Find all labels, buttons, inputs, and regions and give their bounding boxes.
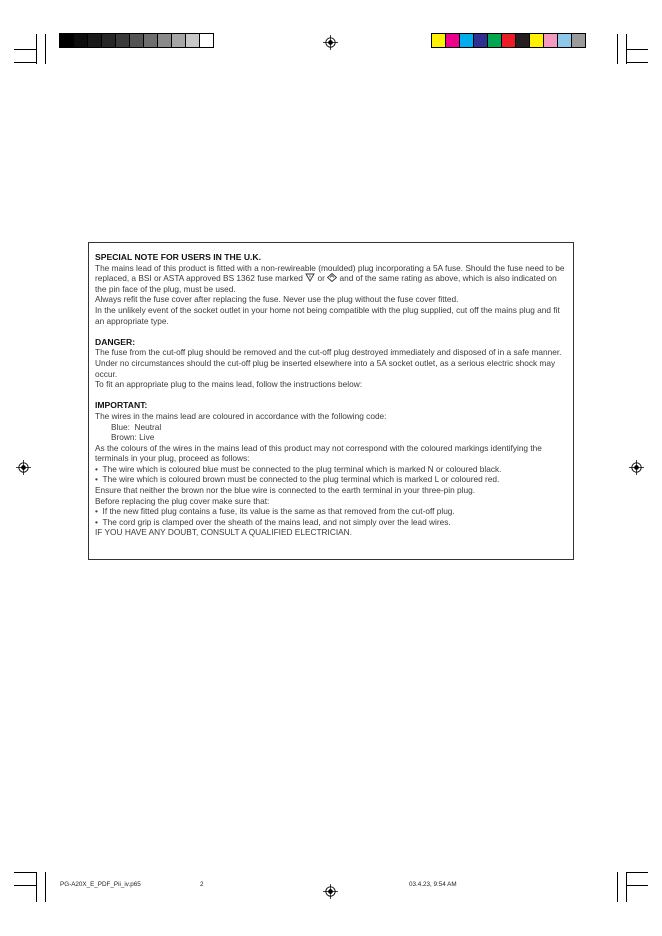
crop-mark xyxy=(626,49,648,50)
uk-plug-notice-box xyxy=(88,242,574,560)
crop-mark xyxy=(36,34,37,64)
bsi-kitemark-icon xyxy=(327,273,337,282)
list-item: • If the new fitted plug contains a fuse, its value is the same as that removed from the cut-off plug. xyxy=(95,506,455,517)
bullet-icon: • xyxy=(95,506,98,517)
bullet-icon: • xyxy=(95,463,98,474)
danger-paragraph: The fuse from the cut-off plug should be removed and the cut-off plug destroyed immediately and disposed of in a safe manner. xyxy=(95,347,562,358)
color-swatch xyxy=(101,33,116,48)
crop-mark xyxy=(626,872,648,873)
special-note-paragraph: In the unlikely event of the socket outlet in your home not being compatible with the plug supplied, cut off the mains plug and fit an appropriate type. xyxy=(95,304,560,326)
color-swatch xyxy=(543,33,558,48)
important-paragraph: The wires in the mains lead are coloured in accordance with the following code: xyxy=(95,410,387,421)
important-paragraph: Ensure that neither the brown nor the blue wire is connected to the earth terminal in your three-pin plug. xyxy=(95,485,476,496)
process-color-bar xyxy=(432,33,586,48)
wire-code-blue: Blue: Neutral xyxy=(111,421,162,432)
special-note-paragraph: The mains lead of this product is fitted with a non-rewireable (moulded) plug incorporating a 5A fuse. Should the fuse need to be replaced, a BSI or ASTA approved BS 1362 fuse marked A or and of the same rating as above, which is also indicated on the pin face of the plug, must be used. xyxy=(95,262,565,294)
crop-mark xyxy=(626,34,627,64)
color-swatch xyxy=(529,33,544,48)
registration-mark-icon xyxy=(323,35,338,50)
asta-mark-icon xyxy=(305,273,315,282)
color-swatch xyxy=(87,33,102,48)
color-swatch xyxy=(171,33,186,48)
crop-mark xyxy=(14,885,36,886)
color-swatch xyxy=(129,33,144,48)
footer-filename: PG-A20X_E_PDF_Pii_iv.p65 xyxy=(60,881,141,888)
color-swatch xyxy=(445,33,460,48)
list-item: • The wire which is coloured blue must be connected to the plug terminal which is marked N or coloured black. xyxy=(95,463,502,474)
crop-mark xyxy=(626,872,627,902)
list-item: • The cord grip is clamped over the sheath of the mains lead, and not simply over the lead wires. xyxy=(95,516,451,527)
crop-mark xyxy=(617,872,618,902)
color-swatch xyxy=(515,33,530,48)
crop-mark xyxy=(617,34,618,64)
bullet-icon: • xyxy=(95,474,98,485)
important-paragraph: As the colours of the wires in the mains lead of this product may not correspond with the coloured markings identifying the terminals in your plug, proceed as follows: xyxy=(95,442,542,464)
crop-mark xyxy=(626,62,648,63)
color-swatch xyxy=(473,33,488,48)
important-heading: IMPORTANT: xyxy=(95,400,148,411)
list-item: • The wire which is coloured brown must be connected to the plug terminal which is marked L or coloured red. xyxy=(95,474,500,485)
crop-mark xyxy=(45,872,46,902)
color-swatch xyxy=(501,33,516,48)
color-swatch xyxy=(73,33,88,48)
important-paragraph: Before replacing the plug cover make sure that: xyxy=(95,495,270,506)
color-swatch xyxy=(115,33,130,48)
color-swatch xyxy=(431,33,446,48)
special-note-heading: SPECIAL NOTE FOR USERS IN THE U.K. xyxy=(95,252,262,262)
danger-heading: DANGER: xyxy=(95,336,136,347)
registration-mark-icon xyxy=(16,460,31,475)
color-swatch xyxy=(157,33,172,48)
color-swatch xyxy=(557,33,572,48)
color-swatch xyxy=(199,33,214,48)
crop-mark xyxy=(14,62,36,63)
closing-warning: IF YOU HAVE ANY DOUBT, CONSULT A QUALIFIED ELECTRICIAN. xyxy=(95,527,352,538)
bullet-icon: • xyxy=(95,516,98,527)
special-note-paragraph: Always refit the fuse cover after replacing the fuse. Never use the plug without the fuse cover fitted. xyxy=(95,294,459,305)
crop-mark xyxy=(14,872,36,873)
color-swatch xyxy=(143,33,158,48)
crop-mark xyxy=(14,49,36,50)
svg-text:A: A xyxy=(309,274,312,279)
color-swatch xyxy=(571,33,586,48)
color-swatch xyxy=(59,33,74,48)
crop-mark xyxy=(626,885,648,886)
color-swatch xyxy=(185,33,200,48)
registration-mark-icon xyxy=(629,460,644,475)
danger-paragraph: To fit an appropriate plug to the mains lead, follow the instructions below: xyxy=(95,379,363,390)
crop-mark xyxy=(36,872,37,902)
color-swatch xyxy=(459,33,474,48)
grayscale-color-bar xyxy=(60,33,214,48)
color-swatch xyxy=(487,33,502,48)
wire-code-brown: Brown: Live xyxy=(111,432,155,443)
crop-mark xyxy=(45,34,46,64)
footer-page-number: 2 xyxy=(200,881,204,888)
registration-mark-icon xyxy=(323,884,338,899)
danger-paragraph: Under no circumstances should the cut-off plug be inserted elsewhere into a 5A socket outlet, as a serious electric shock may occur. xyxy=(95,357,556,379)
footer-timestamp: 03.4.23, 9:54 AM xyxy=(409,881,457,888)
